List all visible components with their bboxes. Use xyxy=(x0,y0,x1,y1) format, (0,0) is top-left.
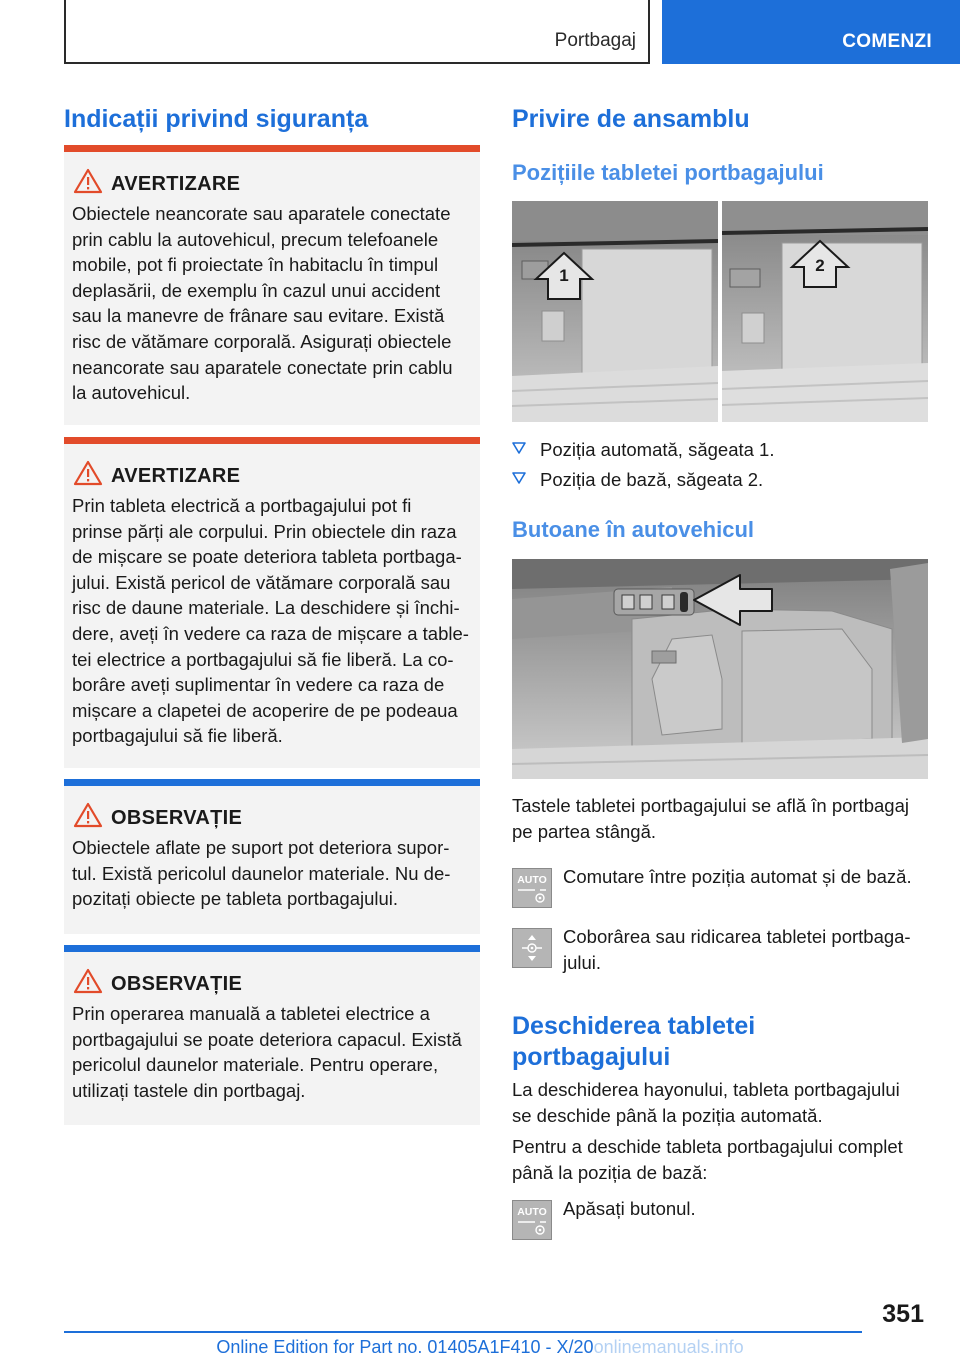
text-line: utilizați tastele din portbagaj. xyxy=(72,1079,306,1101)
auto-key-label: AUTO xyxy=(517,1206,547,1218)
page-number: 351 xyxy=(882,1300,924,1328)
open-shelf-heading xyxy=(512,1011,755,1073)
text-line: mișcare a clapetei de acoperire de pe podeaua xyxy=(72,699,458,721)
caution-icon xyxy=(73,968,103,994)
text-line: Obiectele aflate pe suport pot deteriora supor‐ xyxy=(72,837,450,858)
press-button-text: Apăsați butonul. xyxy=(563,1198,696,1219)
text-line: prinse părți ale corpului. Prin obiectele din raza xyxy=(72,520,457,542)
footer xyxy=(0,1337,960,1358)
text-line: la autovehicul. xyxy=(72,382,191,404)
text-line: borâre aveți suplimentar în vedere ca raza de xyxy=(72,674,445,696)
buttons-heading: Butoane în autovehicul xyxy=(512,517,755,542)
auto-key-label: AUTO xyxy=(517,874,547,886)
text-line: pozitați obiecte pe tableta portbagajului. xyxy=(72,888,399,910)
footer-edition: Online Edition for Part no. 01405A1F410 - X/20 xyxy=(216,1337,594,1357)
text-line: prin cablu la autovehicul, precum telefoanele xyxy=(72,228,439,250)
up-down-key-description xyxy=(563,924,911,975)
text-line: La deschiderea hayonului, tableta portbagajului xyxy=(512,1079,900,1100)
list-item-text: Poziția de bază, săgeata 2. xyxy=(540,469,764,490)
text-line: pericolul daunelor materiale. Pentru operare, xyxy=(72,1054,439,1076)
note-box-2 xyxy=(64,945,480,1125)
text-line: sau la manevre de frânare sau evitare. Există xyxy=(72,305,445,327)
footer-divider xyxy=(64,1331,862,1333)
buttons-location-text xyxy=(512,793,909,844)
text-line: deplasării, de exemplu în cazul unui accident xyxy=(72,279,441,301)
triangle-bullet-icon xyxy=(512,441,526,455)
text-line: dere, aveți în vedere ca raza de mișcare a table‐ xyxy=(72,622,469,644)
text-line: pe partea stângă. xyxy=(512,820,656,842)
text-line: risc de vătămare corporală. Asigurați obiectele xyxy=(72,330,452,352)
text-line: mobile, pot fi proiectate în habitaclu în timpul xyxy=(72,254,439,276)
positions-heading: Pozițiile tabletei portbagajului xyxy=(512,160,824,185)
text-line: portbagajului se poate deteriora capacul. Există xyxy=(72,1028,462,1050)
triangle-bullet-icon xyxy=(512,471,526,485)
auto-key-description: Comutare între poziția automat și de bază. xyxy=(563,866,912,887)
safety-heading: Indicații privind siguranța xyxy=(64,105,369,133)
note-title: OBSERVAȚIE xyxy=(111,807,243,829)
text-line: Obiectele neancorate sau aparatele conectate xyxy=(72,203,451,224)
text-line: Pentru a deschide tableta portbagajului complet xyxy=(512,1136,903,1157)
arrow-label-2: 2 xyxy=(815,256,825,275)
note-title: OBSERVAȚIE xyxy=(111,973,243,995)
warning-box-2 xyxy=(64,437,480,768)
heading-line: Deschiderea tabletei xyxy=(512,1012,756,1040)
up-down-key-icon xyxy=(512,928,552,968)
text-line: jului. xyxy=(563,951,602,973)
trunk-shelf-position-1-image xyxy=(512,201,718,422)
text-line: se deschide până la poziția automată. xyxy=(512,1104,823,1126)
text-line: Tastele tabletei portbagajului se află în portbagaj xyxy=(512,795,909,816)
warning-text xyxy=(72,201,474,406)
footer-watermark: onlinemanuals.info xyxy=(593,1337,744,1357)
overview-heading: Privire de ansamblu xyxy=(512,105,750,133)
auto-key-icon xyxy=(512,1200,552,1240)
heading-line: portbagajului xyxy=(512,1043,671,1071)
text-line: tei electrice a portbagajului să fie liberă. La co‐ xyxy=(72,648,454,670)
header-section-title: Portbagaj xyxy=(554,30,636,51)
text-line: Prin operarea manuală a tabletei electrice a xyxy=(72,1003,430,1024)
header-chapter-title: COMENZI xyxy=(842,31,932,52)
auto-key-icon xyxy=(512,868,552,908)
text-line: Coborârea sau ridicarea tabletei portbaga‐ xyxy=(563,926,911,947)
trunk-shelf-position-2-image xyxy=(722,201,928,422)
open-text-2 xyxy=(512,1134,903,1185)
text-line: de mișcare se poate deteriora tableta portbaga‐ xyxy=(72,546,462,568)
warning-title: AVERTIZARE xyxy=(111,465,241,487)
warning-icon xyxy=(73,168,103,194)
text-line: portbagajului să fie liberă. xyxy=(72,725,283,747)
header-chapter-tab[interactable] xyxy=(662,0,960,64)
open-text-1 xyxy=(512,1077,900,1128)
caution-icon xyxy=(73,802,103,828)
list-item-text: Poziția automată, săgeata 1. xyxy=(540,439,775,460)
note-box-1 xyxy=(64,779,480,934)
warning-text xyxy=(72,493,474,749)
note-text xyxy=(72,835,474,912)
warning-box-1 xyxy=(64,145,480,425)
trunk-buttons-image xyxy=(512,559,928,779)
text-line: jului. Există pericol de vătămare corporală sau xyxy=(72,571,451,593)
text-line: până la poziția de bază: xyxy=(512,1161,708,1183)
warning-title: AVERTIZARE xyxy=(111,173,241,195)
note-text xyxy=(72,1001,474,1103)
text-line: neancorate sau aparatele conectate prin cablu xyxy=(72,356,453,378)
text-line: risc de daune materiale. La deschidere și închi‐ xyxy=(72,597,460,619)
text-line: Prin tableta electrică a portbagajului pot fi xyxy=(72,495,412,516)
text-line: tul. Există pericolul daunelor materiale. Nu de‐ xyxy=(72,862,451,884)
header-section-tab xyxy=(64,0,650,64)
arrow-label-1: 1 xyxy=(559,266,569,285)
warning-icon xyxy=(73,460,103,486)
